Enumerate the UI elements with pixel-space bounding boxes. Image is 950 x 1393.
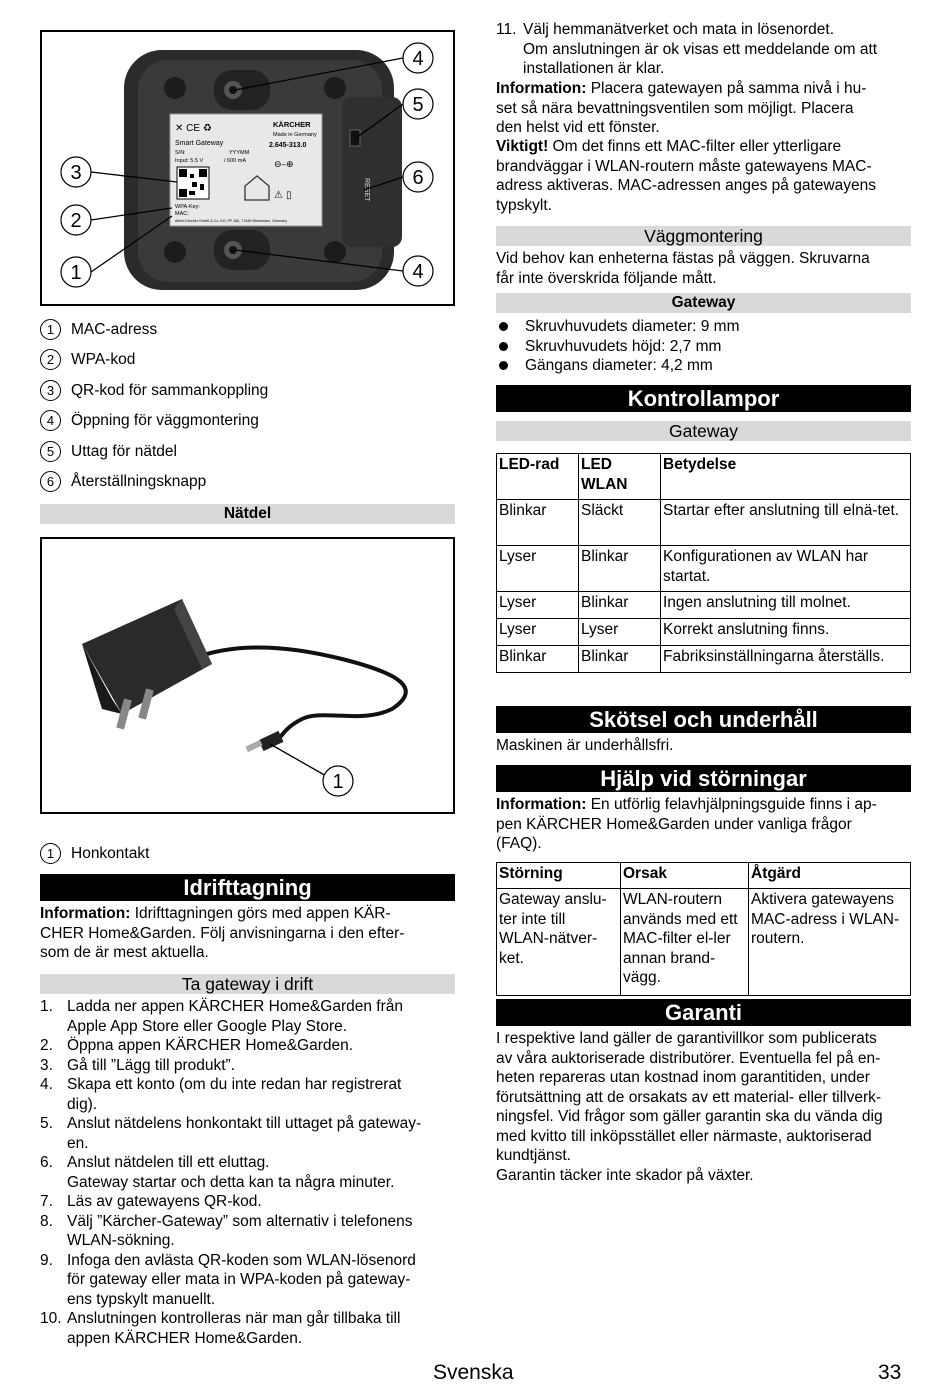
placement-info: Information: Placera gatewayen på samma nivå i hu- set så nära bevattningsventilen som möjligt. Placera den helst vid ett fönster.: [496, 80, 867, 136]
list-item: Skruvhuvudets diameter: 9 mm: [496, 317, 911, 337]
svg-text:WPA-Key:: WPA-Key:: [175, 204, 200, 210]
gateway-figure: [40, 30, 455, 306]
svg-text:Input: 5.5 V: Input: 5.5 V: [175, 158, 204, 164]
svg-text:RESET: RESET: [363, 178, 370, 202]
garanti-text: I respektive land gäller de garantivillkor som publicerats av våra auktoriserade distributörer. Eventuella fel på en- heten repareras utan kostnad inom garantitiden, under förutsättning att de orsakats av ett material- eller tillverk- ningsfel. Vid frågor som gäller garantin ska du vända dig med kvitto till inköpsstället eller närmaste, auktoriserad kundtjänst. Garantin täcker inte skador på växter.: [496, 1030, 883, 1184]
hjalp-info: Information: En utförlig felavhjälpningsguide finns i ap- pen KÄRCHER Home&Garden under vanliga frågor (FAQ).: [496, 796, 877, 852]
warning-icon: ⚠: [274, 190, 283, 201]
step-item: 11. Välj hemmanätverket och mata in lösenordet. Om anslutningen är ok visas ett meddelande om att installationen är klar.: [496, 21, 878, 77]
step-item: 4. Skapa ett konto (om du inte redan har registrerat dig).: [40, 1076, 402, 1113]
legend-item: 1 Honkontakt: [40, 838, 149, 869]
setup-steps-continued: [496, 20, 911, 79]
step-item: 10. Anslutningen kontrolleras när man går tillbaka till appen KÄRCHER Home&Garden.: [40, 1310, 401, 1347]
important-note: Viktigt! Om det finns ett MAC-filter eller ytterligare brandväggar i WLAN-routern måste gatewayens MAC- adress aktiveras. MAC-adressen anges på gatewayens typskylt.: [496, 138, 876, 214]
step-item: 8. Välj ”Kärcher-Gateway” som alternativ i telefonens WLAN-sökning.: [40, 1212, 413, 1249]
legend-item: 2 WPA-kod: [40, 345, 455, 376]
step-item: 6. Anslut nätdelen till ett eluttag. Gateway startar och detta kan ta några minuter.: [40, 1154, 395, 1191]
legend-item: 5 Uttag för nätdel: [40, 436, 455, 467]
connector-tip: [245, 740, 262, 752]
table-row: Blinkar Släckt Startar efter anslutning till elnä-tet.: [497, 500, 911, 546]
step-item: 3. Gå till ”Lägg till produkt”.: [40, 1056, 235, 1074]
step-item: 5. Anslut nätdelens honkontakt till uttaget på gateway- en.: [40, 1115, 422, 1152]
step-item: 7. Läs av gatewayens QR-kod.: [40, 1193, 262, 1210]
kontrollampor-heading: Kontrollampor: [496, 385, 911, 412]
svg-text:1: 1: [332, 771, 344, 793]
setup-steps: [40, 997, 455, 1348]
legend-item: 1 MAC-adress: [40, 314, 455, 345]
power-supply-illustration: [42, 539, 453, 812]
troubleshooting-table: [496, 862, 911, 996]
garanti-heading: Garanti: [496, 999, 911, 1026]
step-item: 9. Infoga den avlästa QR-koden som WLAN-lösenord för gateway eller mata in WPA-koden på gateway- ens typskylt manuellt.: [40, 1251, 416, 1308]
svg-text:Alfred Kärcher GmbH & Co. KG,: Alfred Kärcher GmbH & Co. KG, PF 160, 71349 Winnenden, Germany: [175, 219, 288, 223]
table-row: Lyser Blinkar Konfigurationen av WLAN har startat.: [497, 546, 911, 592]
legend-item: 4 Öppning för väggmontering: [40, 406, 455, 437]
gateway-side: [342, 97, 402, 247]
vaggmontering-heading: Väggmontering: [496, 226, 911, 246]
skotsel-heading: Skötsel och underhåll: [496, 706, 911, 733]
page-number: 33: [878, 1361, 902, 1384]
figure-legend: [40, 314, 455, 497]
svg-text:MAC:: MAC:: [175, 211, 189, 217]
svg-text:6: 6: [412, 167, 424, 189]
svg-text:S/N:: S/N:: [175, 150, 186, 156]
idrifttagning-info: Information: Idrifttagningen görs med appen KÄR- CHER Home&Garden. Följ anvisningarna i den efter- som de är mest aktuella.: [40, 905, 405, 961]
svg-text:1: 1: [70, 262, 82, 284]
list-item: Gängans diameter: 4,2 mm: [496, 356, 911, 376]
table-row: Lyser Blinkar Ingen anslutning till molnet.: [497, 592, 911, 619]
svg-text:YYYMM: YYYMM: [229, 150, 250, 156]
connector: [258, 731, 283, 751]
qr-code-icon: [177, 167, 209, 199]
legend-item: 3 QR-kod för sammankoppling: [40, 375, 455, 406]
led-table: [496, 453, 911, 673]
power-socket: [350, 130, 360, 146]
power-supply-figure: [40, 537, 455, 814]
screw-specs: [496, 317, 911, 376]
table-header-row: Störning Orsak Åtgärd: [497, 863, 911, 889]
svg-text:3: 3: [70, 162, 82, 184]
svg-text:/ 600 mA: / 600 mA: [224, 158, 247, 164]
svg-text:2: 2: [70, 210, 82, 232]
legend-item: 6 Återställningsknapp: [40, 467, 455, 498]
vaggmontering-subheading: Gateway: [496, 293, 911, 313]
svg-text:Made in Germany: Made in Germany: [273, 132, 317, 138]
idrifttagning-heading: Idrifttagning: [40, 874, 455, 901]
list-item: Skruvhuvudets höjd: 2,7 mm: [496, 337, 911, 357]
svg-text:4: 4: [412, 48, 424, 70]
svg-text:4: 4: [412, 261, 424, 283]
svg-text:Smart Gateway: Smart Gateway: [175, 140, 224, 147]
footer-language: Svenska: [433, 1361, 514, 1384]
step-item: 1. Ladda ner appen KÄRCHER Home&Garden från Apple App Store eller Google Play Store.: [40, 998, 404, 1035]
svg-text:2.645-313.0: 2.645-313.0: [269, 142, 307, 149]
manual-icon: ▯: [286, 190, 292, 201]
ce-mark-icon: ✕ CE ♻: [175, 123, 212, 134]
ta-gateway-heading: Ta gateway i drift: [40, 974, 455, 994]
svg-text:5: 5: [412, 94, 424, 116]
gateway-illustration: [42, 32, 453, 304]
polarity-icon: ⊖–⊕: [274, 160, 294, 170]
svg-text:KÄRCHER: KÄRCHER: [273, 120, 311, 129]
table-row: Blinkar Blinkar Fabriksinställningarna återställs.: [497, 646, 911, 673]
skotsel-text: Maskinen är underhållsfri.: [496, 737, 674, 754]
power-cable: [192, 647, 406, 744]
table-row: Lyser Lyser Korrekt anslutning finns.: [497, 619, 911, 646]
natdel-heading: Nätdel: [40, 504, 455, 524]
hjalp-heading: Hjälp vid störningar: [496, 765, 911, 792]
vaggmontering-text: Vid behov kan enheterna fästas på väggen. Skruvarna får inte överskrida följande mått.: [496, 250, 870, 287]
step-item: 2. Öppna appen KÄRCHER Home&Garden.: [40, 1037, 354, 1054]
table-header-row: LED-rad LED WLAN Betydelse: [497, 454, 911, 500]
kontrollampor-subheading: Gateway: [496, 421, 911, 441]
table-row: Gateway anslu-ter inte till WLAN-nätver-ket. WLAN-routern används med ett MAC-filter el-ler annan brand-vägg. Aktivera gatewayens MAC-adress i WLAN-routern.: [497, 889, 911, 996]
